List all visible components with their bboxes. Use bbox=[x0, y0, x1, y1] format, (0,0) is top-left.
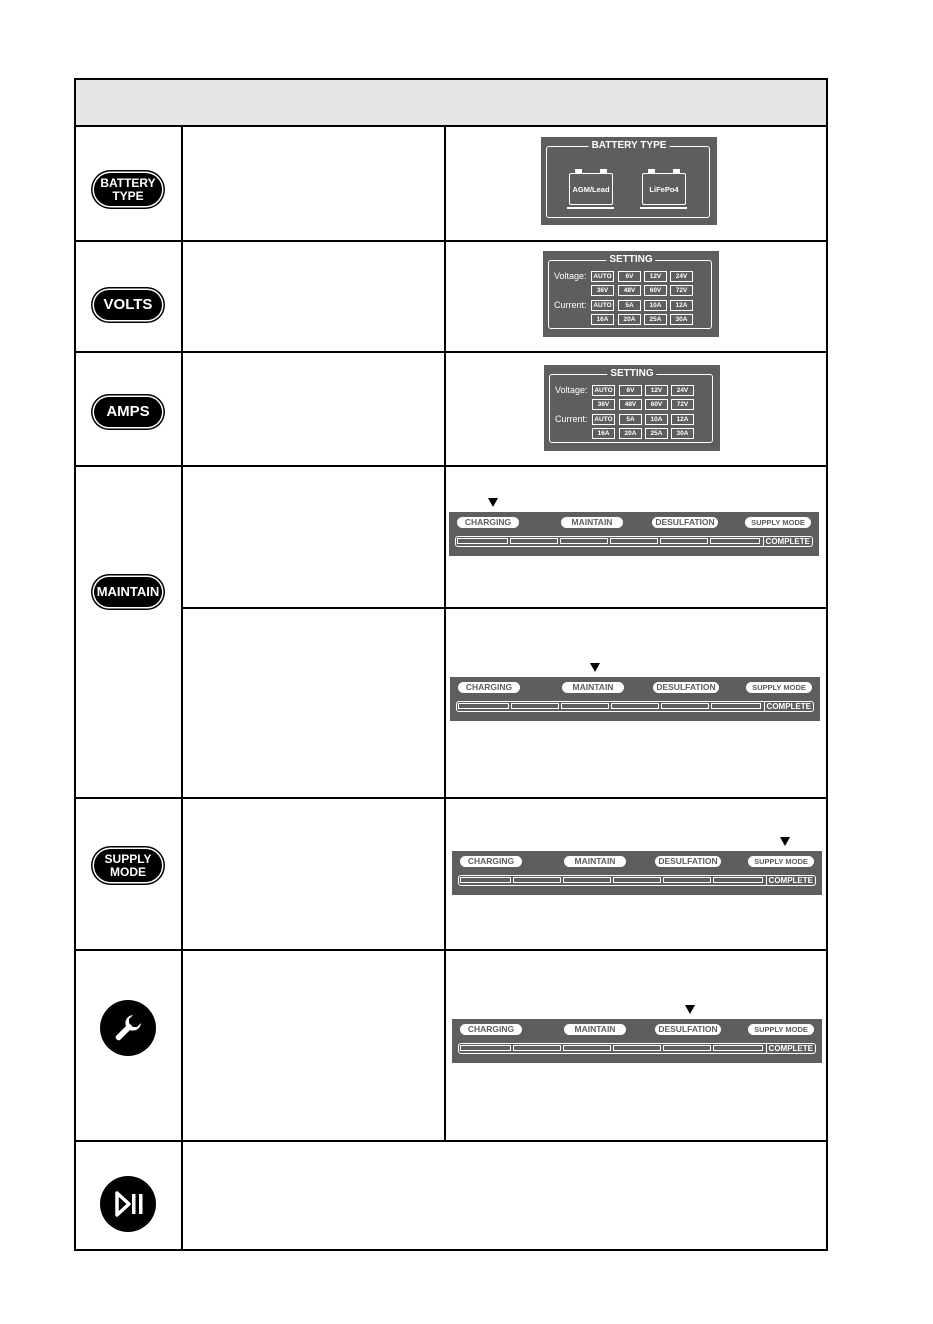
stage-label: MAINTAIN bbox=[564, 856, 626, 867]
status-bar-maintain bbox=[450, 677, 820, 721]
progress-segment bbox=[560, 538, 608, 544]
stage-label: SUPPLY MODE bbox=[745, 517, 811, 528]
progress-segment bbox=[513, 1045, 561, 1051]
setting-option: 24V bbox=[670, 271, 693, 282]
complete-label: COMPLETE bbox=[764, 702, 811, 711]
stage-label: DESULFATION bbox=[655, 1024, 721, 1035]
status-bar-desulfation bbox=[452, 1019, 822, 1063]
setting-option: 16A bbox=[591, 314, 614, 325]
setting-option: 72V bbox=[671, 399, 694, 410]
setting-option: 6V bbox=[619, 385, 642, 396]
voltage-label: Voltage: bbox=[555, 385, 588, 395]
setting-option: AUTO bbox=[592, 385, 615, 396]
setting-option: 48V bbox=[618, 285, 641, 296]
setting-option: 30A bbox=[671, 428, 694, 439]
row-divider bbox=[76, 240, 826, 242]
setting-option: 16A bbox=[592, 428, 615, 439]
progress-segment bbox=[460, 1045, 511, 1051]
status-bar-supply-mode bbox=[452, 851, 822, 895]
progress-segment bbox=[563, 1045, 611, 1051]
setting-option: 12A bbox=[671, 414, 694, 425]
progress-segment bbox=[458, 703, 509, 709]
setting-option: 48V bbox=[619, 399, 642, 410]
progress-track bbox=[458, 1043, 816, 1054]
stage-label: CHARGING bbox=[458, 682, 520, 693]
progress-segment bbox=[711, 703, 761, 709]
setting-option: 36V bbox=[591, 285, 614, 296]
progress-segment bbox=[611, 703, 659, 709]
stage-label: DESULFATION bbox=[652, 517, 718, 528]
progress-segment bbox=[713, 877, 763, 883]
complete-label: COMPLETE bbox=[763, 537, 810, 546]
row-divider bbox=[76, 797, 826, 799]
setting-panel-volts bbox=[543, 251, 719, 337]
maintain-button: MAINTAIN bbox=[94, 577, 162, 607]
stage-label: MAINTAIN bbox=[564, 1024, 626, 1035]
column-divider-1 bbox=[181, 125, 183, 1251]
setting-option: 12V bbox=[644, 271, 667, 282]
current-label: Current: bbox=[554, 300, 587, 310]
function-table bbox=[74, 78, 828, 1251]
progress-segment bbox=[563, 877, 611, 883]
setting-option: 72V bbox=[670, 285, 693, 296]
stage-label: DESULFATION bbox=[653, 682, 719, 693]
progress-segment bbox=[510, 538, 558, 544]
current-label: Current: bbox=[555, 414, 588, 424]
stage-label: CHARGING bbox=[460, 1024, 522, 1035]
progress-segment bbox=[613, 1045, 661, 1051]
battery-type-title: BATTERY TYPE bbox=[589, 140, 670, 151]
setting-option: 12V bbox=[645, 385, 668, 396]
battery-type-panel bbox=[541, 137, 717, 225]
progress-segment bbox=[660, 538, 708, 544]
wrench-icon bbox=[100, 1000, 156, 1056]
progress-segment bbox=[561, 703, 609, 709]
stage-label: SUPPLY MODE bbox=[748, 1024, 814, 1035]
progress-segment bbox=[460, 877, 511, 883]
progress-segment bbox=[661, 703, 709, 709]
row-divider bbox=[76, 351, 826, 353]
stage-label: MAINTAIN bbox=[562, 682, 624, 693]
setting-option: AUTO bbox=[591, 300, 614, 311]
indicator-arrow-maintain bbox=[590, 663, 600, 672]
setting-option: 36V bbox=[592, 399, 615, 410]
stage-label: MAINTAIN bbox=[561, 517, 623, 528]
complete-label: COMPLETE bbox=[766, 1044, 813, 1053]
setting-option: 5A bbox=[619, 414, 642, 425]
setting-option: 60V bbox=[645, 399, 668, 410]
battery-lifepo4: LiFePo4 bbox=[642, 173, 686, 205]
battery-type-button: BATTERY TYPE bbox=[94, 173, 162, 206]
table-header bbox=[76, 80, 826, 127]
setting-option: 12A bbox=[670, 300, 693, 311]
indicator-arrow-desulfation bbox=[685, 1005, 695, 1014]
progress-segment bbox=[710, 538, 760, 544]
progress-track bbox=[456, 701, 814, 712]
setting-option: 6V bbox=[618, 271, 641, 282]
progress-segment bbox=[457, 538, 508, 544]
row-divider bbox=[76, 1140, 826, 1142]
progress-track bbox=[458, 875, 816, 886]
progress-segment bbox=[511, 703, 559, 709]
column-divider-2 bbox=[444, 125, 446, 1141]
setting-option: 20A bbox=[618, 314, 641, 325]
stage-label: CHARGING bbox=[460, 856, 522, 867]
battery-agm-lead: AGM/Lead bbox=[569, 173, 613, 205]
setting-option: 24V bbox=[671, 385, 694, 396]
play-pause-icon bbox=[100, 1176, 156, 1232]
indicator-arrow-supply-mode bbox=[780, 837, 790, 846]
progress-segment bbox=[610, 538, 658, 544]
setting-option: 30A bbox=[670, 314, 693, 325]
stage-label: CHARGING bbox=[457, 517, 519, 528]
supply-mode-button: SUPPLY MODE bbox=[94, 849, 162, 882]
setting-option: 20A bbox=[619, 428, 642, 439]
stage-label: DESULFATION bbox=[655, 856, 721, 867]
setting-option: 10A bbox=[644, 300, 667, 311]
status-bar-charging bbox=[449, 512, 819, 556]
setting-title: SETTING bbox=[606, 254, 655, 265]
row-divider bbox=[76, 949, 826, 951]
progress-track bbox=[455, 536, 813, 547]
amps-button: AMPS bbox=[94, 397, 162, 427]
setting-option: 5A bbox=[618, 300, 641, 311]
progress-segment bbox=[663, 1045, 711, 1051]
setting-option: AUTO bbox=[592, 414, 615, 425]
row-divider bbox=[181, 607, 826, 609]
complete-label: COMPLETE bbox=[766, 876, 813, 885]
progress-segment bbox=[513, 877, 561, 883]
setting-panel-amps bbox=[544, 365, 720, 451]
row-divider bbox=[76, 465, 826, 467]
stage-label: SUPPLY MODE bbox=[748, 856, 814, 867]
setting-title: SETTING bbox=[607, 368, 656, 379]
volts-button: VOLTS bbox=[94, 290, 162, 320]
stage-label: SUPPLY MODE bbox=[746, 682, 812, 693]
progress-segment bbox=[663, 877, 711, 883]
setting-option: 25A bbox=[644, 314, 667, 325]
voltage-label: Voltage: bbox=[554, 271, 587, 281]
indicator-arrow-charging bbox=[488, 498, 498, 507]
setting-option: 60V bbox=[644, 285, 667, 296]
setting-option: 25A bbox=[645, 428, 668, 439]
setting-option: 10A bbox=[645, 414, 668, 425]
progress-segment bbox=[613, 877, 661, 883]
setting-option: AUTO bbox=[591, 271, 614, 282]
progress-segment bbox=[713, 1045, 763, 1051]
